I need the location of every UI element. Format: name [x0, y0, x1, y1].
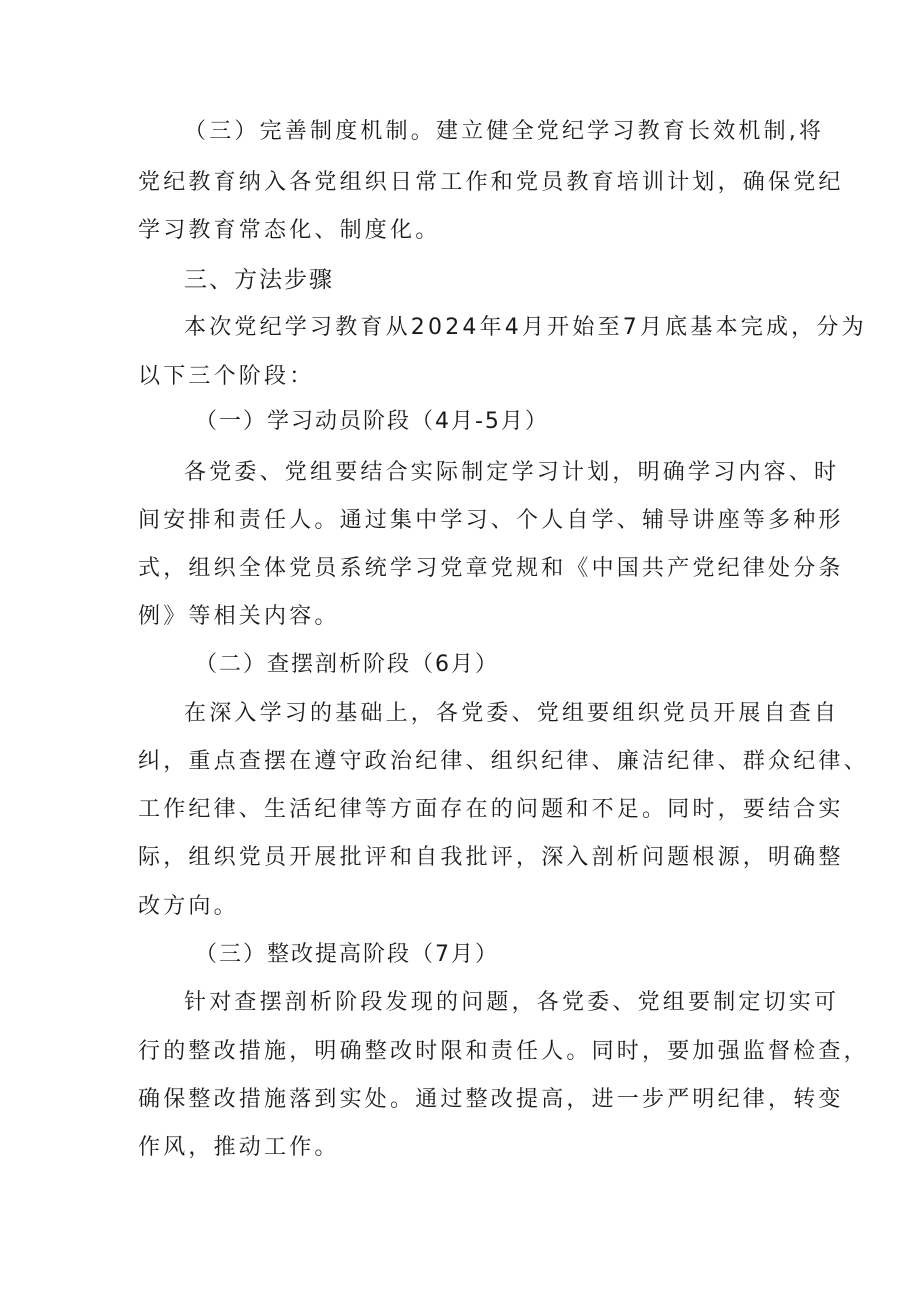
- paragraph-line: 确保整改措施落到实处。通过整改提高，进一步严明纪律，转变: [138, 1087, 844, 1112]
- paragraph-line: （三）完善制度机制。建立健全党纪学习教育长效机制,将: [184, 119, 825, 144]
- paragraph-line: 间安排和责任人。通过集中学习、个人自学、辅导讲座等多种形: [138, 508, 844, 533]
- paragraph-line: 例》等相关内容。: [138, 604, 340, 629]
- paragraph-line: 改方向。: [138, 894, 239, 919]
- stage-heading: （三）整改提高阶段（7月）: [195, 942, 499, 967]
- paragraph-line: 纠，重点查摆在遵守政治纪律、组织纪律、廉洁纪律、群众纪律、: [138, 749, 869, 774]
- paragraph-line: 以下三个阶段：: [138, 364, 315, 389]
- paragraph-line: 行的整改措施，明确整改时限和责任人。同时，要加强监督检查，: [138, 1039, 869, 1064]
- stage-heading: （二）查摆剖析阶段（6月）: [195, 652, 499, 677]
- paragraph-line: 学习教育常态化、制度化。: [138, 218, 441, 243]
- paragraph-line: 针对查摆剖析阶段发现的问题，各党委、党组要制定切实可: [184, 990, 840, 1015]
- paragraph-line: 作风，推动工作。: [138, 1135, 340, 1160]
- paragraph-line: 各党委、党组要结合实际制定学习计划，明确学习内容、时: [184, 460, 840, 485]
- stage-heading: （一）学习动员阶段（4月-5月）: [195, 409, 549, 434]
- paragraph-line: 在深入学习的基础上，各党委、党组要组织党员开展自查自: [184, 701, 840, 726]
- section-heading: 三、方法步骤: [184, 267, 334, 293]
- paragraph-line: 际，组织党员开展批评和自我批评，深入剖析问题根源，明确整: [138, 845, 844, 870]
- paragraph-line: 党纪教育纳入各党组织日常工作和党员教育培训计划，确保党纪: [138, 170, 844, 195]
- paragraph-line: 本次党纪学习教育从2024年4月开始至7月底基本完成，分为: [184, 315, 867, 340]
- paragraph-line: 式，组织全体党员系统学习党章党规和《中国共产党纪律处分条: [138, 556, 844, 581]
- paragraph-line: 工作纪律、生活纪律等方面存在的问题和不足。同时，要结合实: [138, 797, 844, 822]
